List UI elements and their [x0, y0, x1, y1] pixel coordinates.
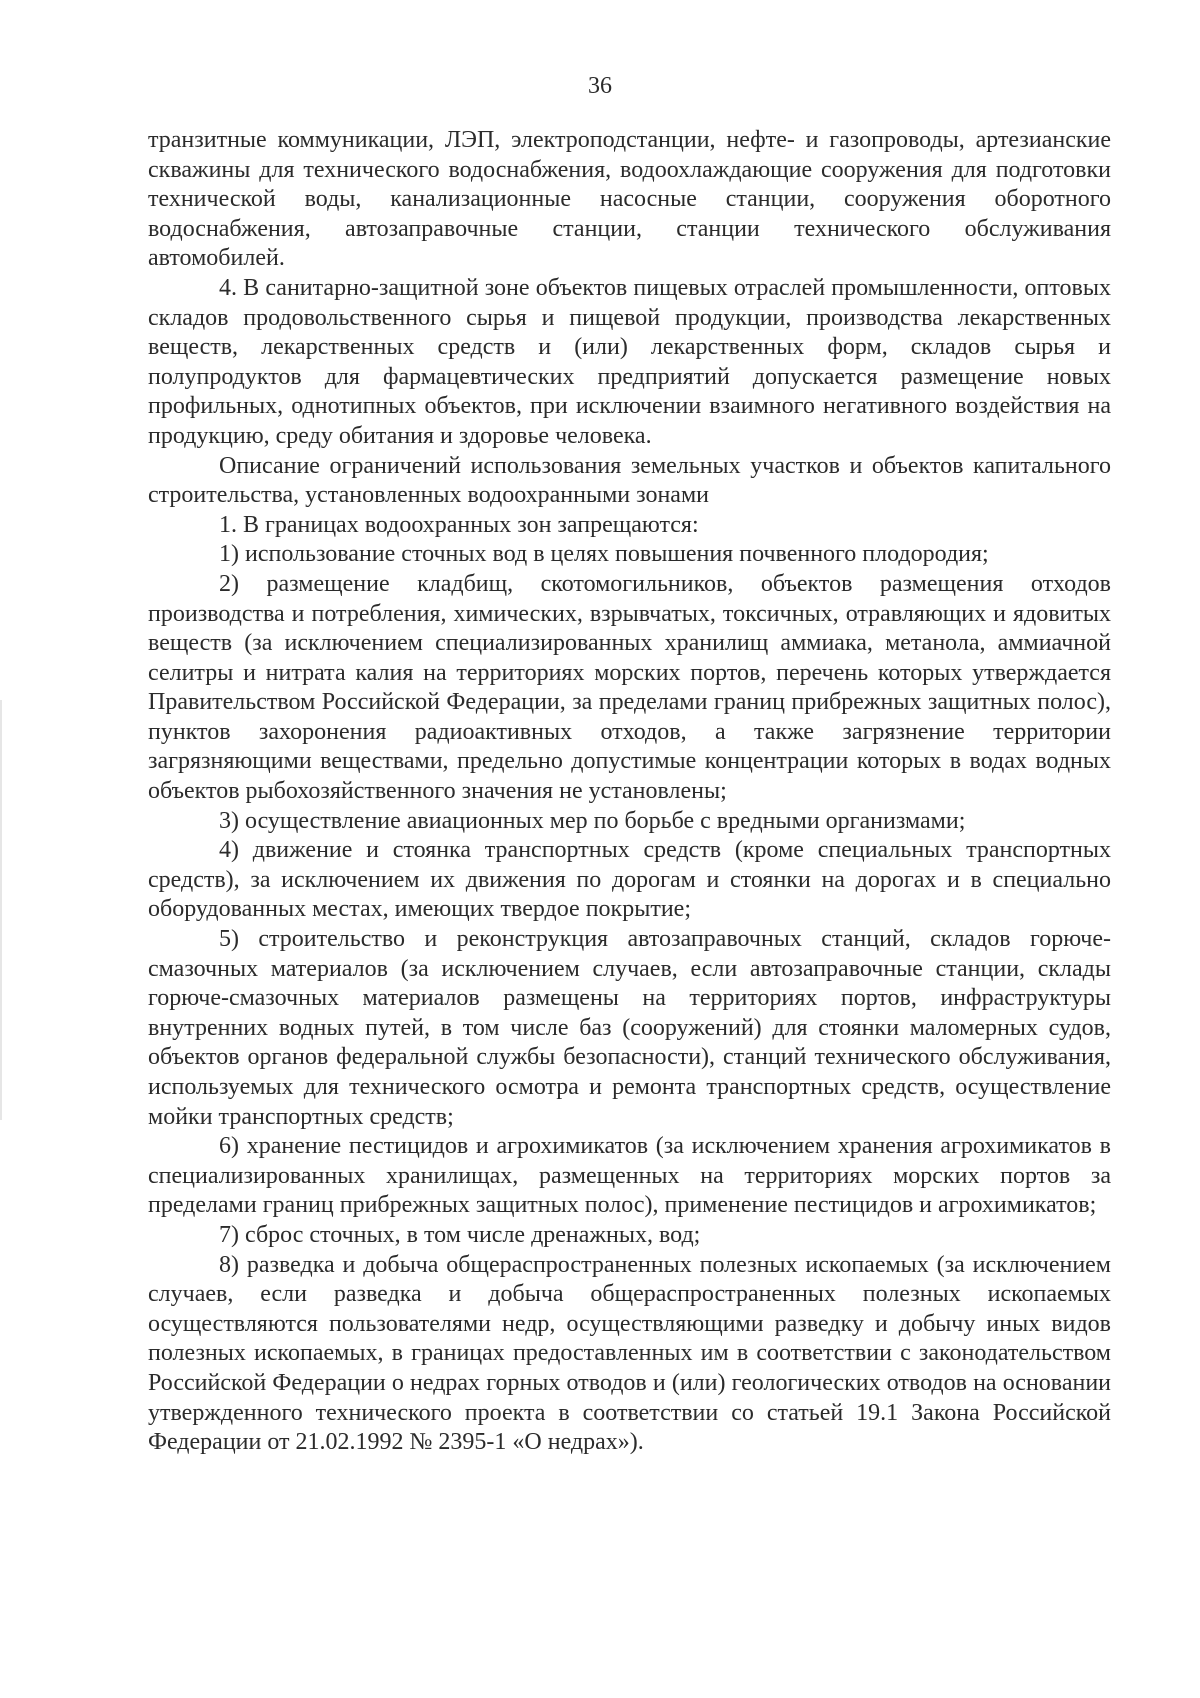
paragraph-item-1-prohibited: 1. В границах водоохранных зон запрещаются: [219, 511, 699, 538]
paragraph-transit-communications: транзитные коммуникации, ЛЭП, электроподстанции, нефте- и газопроводы, артезианские скважины для технического водоснабжения, водоохлаждающие сооружения для подготовки технической воды, канализационные насосные станции, сооружения оборотного водоснабжения, автозаправочные станции, станции технического обслуживания автомобилей. [148, 127, 1111, 272]
paragraph-water-protection-heading: Описание ограничений использования земельных участков и объектов капитального строительства, установленных водоохранными зонами [148, 452, 1111, 509]
list-item-4-vehicles: 4) движение и стоянка транспортных средств (кроме специальных транспортных средств), за исключением их движения по дорогам и стоянки на дорогах и в специально оборудованных местах, имеющих твердое покрытие; [148, 837, 1111, 923]
list-item-1-wastewater: 1) использование сточных вод в целях повышения почвенного плодородия; [219, 541, 989, 568]
list-item-3-aviation: 3) осуществление авиационных мер по борьбе с вредными организмами; [219, 807, 966, 834]
list-item-7-discharge: 7) сброс сточных, в том числе дренажных, вод; [219, 1221, 701, 1248]
list-item-8-mining: 8) разведка и добыча общераспространенных полезных ископаемых (за исключением случаев, если разведка и добыча общераспространенных полезных ископаемых осуществляются пользователями недр, осуществляющими разведку и добычу иных видов полезных ископаемых, в границах предоставленных им в соответствии с законодательством Российской Федерации о недрах горных отводов и (или) геологических отводов на основании утвержденного технического проекта в соответствии со статьей 19.1 Закона Российской Федерации от 21.02.1992 № 2395-1 «О недрах»). [148, 1251, 1111, 1456]
list-item-6-pesticides: 6) хранение пестицидов и агрохимикатов (за исключением хранения агрохимикатов в специализированных хранилищах, размещенных на территориях морских портов за пределами границ прибрежных защитных полос), применение пестицидов и агрохимикатов; [148, 1133, 1111, 1219]
scan-edge-line [0, 700, 2, 1120]
list-item-2-cemeteries: 2) размещение кладбищ, скотомогильников, объектов размещения отходов производства и потребления, химических, взрывчатых, токсичных, отравляющих и ядовитых веществ (за исключением специализированных хранилищ аммиака, метанола, аммиачной селитры и нитрата калия на территориях морских портов, перечень которых утверждается Правительством Российской Федерации, за пределами границ прибрежных защитных полос), пунктов захоронения радиоактивных отходов, а также загрязнение территории загрязняющими веществами, предельно допустимые концентрации которых в водах водных объектов рыбохозяйственного значения не установлены; [148, 570, 1111, 805]
list-item-5-gas-stations: 5) строительство и реконструкция автозаправочных станций, складов горюче-смазочных материалов (за исключением случаев, если автозаправочные станции, склады горюче-смазочных материалов размещены на территориях портов, инфраструктуры внутренних водных путей, в том числе баз (сооружений) для стоянки маломерных судов, объектов органов федеральной службы безопасности), станций технического обслуживания, используемых для технического осмотра и ремонта транспортных средств, осуществление мойки транспортных средств; [148, 926, 1111, 1130]
page-number: 36 [588, 73, 612, 99]
paragraph-item-4-food-industry: 4. В санитарно-защитной зоне объектов пищевых отраслей промышленности, оптовых складов продовольственного сырья и пищевой продукции, производства лекарственных веществ, лекарственных средств и (или) лекарственных форм, складов сырья и полупродуктов для фармацевтических предприятий допускается размещение новых профильных, однотипных объектов, при исключении взаимного негативного воздействия на продукцию, среду обитания и здоровье человека. [148, 274, 1111, 449]
document-body [148, 126, 1111, 1458]
